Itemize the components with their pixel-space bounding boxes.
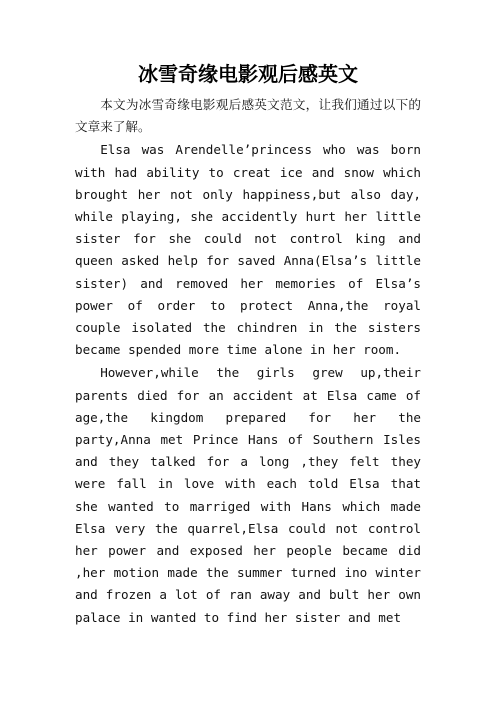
- intro-paragraph: 本文为冰雪奇缘电影观后感英文范文，让我们通过以下的文章来了解。: [75, 97, 421, 135]
- body-paragraph-1: Elsa was Arendelle’princess who was born with had ability to creat ice and snow which brought her not only happiness,but also day, while playing, she accidently hurt her little sister for she could not control king and queen asked help for saved Anna(Elsa’s little sister) and removed her memories of Elsa’s power of order to protect Anna,the royal couple isolated the chindren in the sisters became spended more time alone in her room.: [75, 142, 421, 358]
- document-body: [75, 94, 421, 630]
- body-paragraph-2: However,while the girls grew up,their parents died for an accident at Elsa came of age,the kingdom prepared for her the party,Anna met Prince Hans of Southern Isles and they talked for a long ,they felt they were fall in love with each told Elsa that she wanted to marriged with Hans which made Elsa very the quarrel,Elsa could not control her power and exposed her people became did ,her motion made the summer turned ino winter and frozen a lot of ran away and bult her own palace in wanted to find her sister and met: [75, 365, 421, 625]
- document-title: 冰雪奇缘电影观后感英文: [138, 62, 358, 86]
